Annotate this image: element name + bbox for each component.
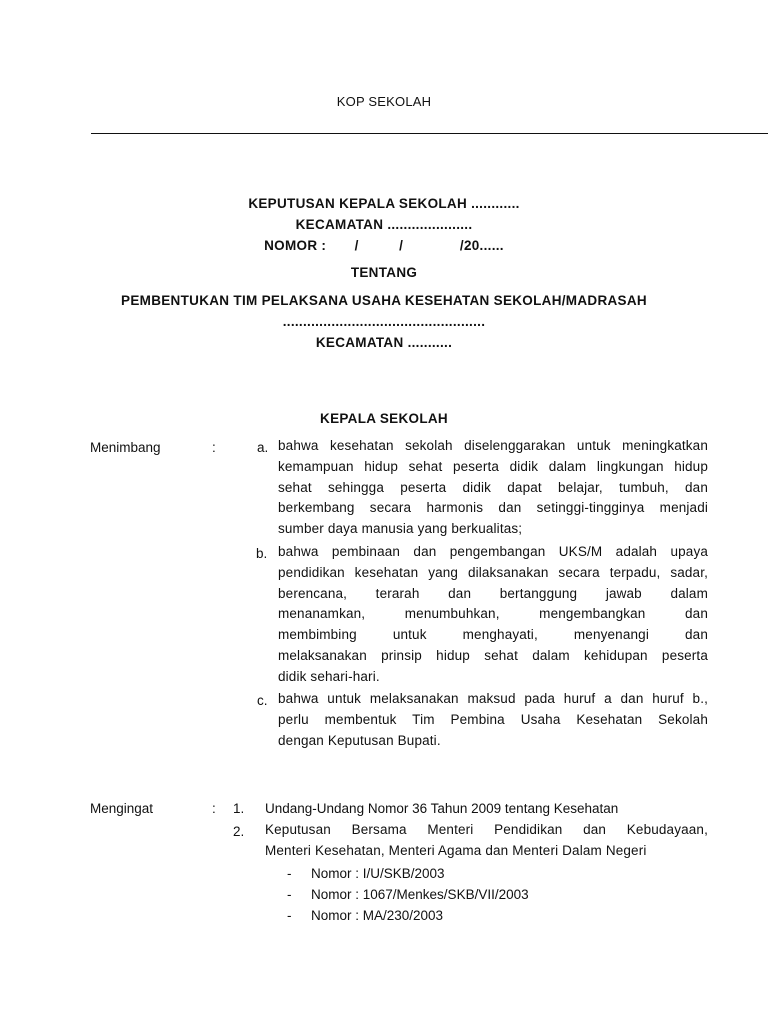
text-line: Keputusan Bersama Menteri Pendidikan dan Kebudayaan, [265,822,708,837]
menimbang-item-a-marker: a. [257,440,269,455]
menimbang-item-c-marker: c. [257,693,268,708]
decree-subject: PEMBENTUKAN TIM PELAKSANA USAHA KESEHATAN SEKOLAH/MADRASAH [121,293,647,308]
decree-district: KECAMATAN ..................... [295,217,473,232]
mengingat-sub-item: Nomor : I/U/SKB/2003 [311,866,445,881]
menimbang-item-b-marker: b. [256,546,268,561]
text-line: sumber daya manusia yang berkualitas; [278,521,523,537]
mengingat-label: Mengingat [90,801,154,816]
text-line: berkembang secara harmonis dan setinggi-tingginya menjadi [278,500,708,516]
mengingat-item-2-marker: 2. [233,824,245,839]
menimbang-item-b [278,542,708,688]
menimbang-colon: : [212,440,216,455]
mengingat-colon: : [212,801,216,816]
decree-title: KEPUTUSAN KEPALA SEKOLAH ............ [248,196,520,211]
text-line: Menteri Kesehatan, Menteri Agama dan Menteri Dalam Negeri [265,842,647,858]
mengingat-sub-dash: - [287,866,292,881]
decree-number: NOMOR : / / /20...... [264,238,504,253]
mengingat-item-1-marker: 1. [233,801,245,816]
mengingat-sub-dash: - [287,908,292,923]
mengingat-sub-item: Nomor : 1067/Menkes/SKB/VII/2003 [311,887,529,902]
decree-subject-district: KECAMATAN ........... [315,335,453,350]
text-line: perlu membentuk Tim Pembina Usaha Kesehatan Sekolah [278,711,708,727]
text-line: bahwa pembinaan dan pengembangan UKS/M adalah upaya [278,544,708,559]
text-line: membimbing untuk menghayati, menyenangi dan [278,627,708,643]
text-line: dengan Keputusan Bupati. [278,732,441,748]
decree-tentang: TENTANG [350,265,418,280]
text-line: bahwa untuk melaksanakan maksud pada huruf a dan huruf b., [278,691,708,706]
letterhead-placeholder: KOP SEKOLAH [336,94,432,109]
mengingat-item-1: Undang-Undang Nomor 36 Tahun 2009 tentang Kesehatan [265,801,619,816]
mengingat-sub-item: Nomor : MA/230/2003 [311,908,444,923]
decree-subject-blank: .................................................. [282,314,486,329]
text-line: bahwa kesehatan sekolah diselenggarakan untuk meningkatkan [278,438,708,453]
letterhead-divider [91,133,768,134]
menimbang-item-c [278,689,708,751]
text-line: kemampuan hidup sehat peserta didik dalam lingkungan hidup [278,458,708,474]
menimbang-item-a [278,436,708,540]
text-line: berencana, terarah dan bertanggung jawab dalam [278,585,708,601]
text-line: menanamkan, menumbuhkan, mengembangkan dan [278,606,708,622]
mengingat-item-2 [265,820,708,862]
menimbang-label: Menimbang [90,440,161,455]
text-line: melaksanakan prinsip hidup sehat dalam kehidupan peserta [278,647,708,663]
text-line: sehat sehingga peserta didik dapat belajar, tumbuh, dan [278,479,708,495]
text-line: didik sehari-hari. [278,668,380,684]
issuer-heading: KEPALA SEKOLAH [320,411,448,426]
mengingat-sub-dash: - [287,887,292,902]
text-line: pendidikan kesehatan yang dilaksanakan secara terpadu, sadar, [278,564,708,580]
